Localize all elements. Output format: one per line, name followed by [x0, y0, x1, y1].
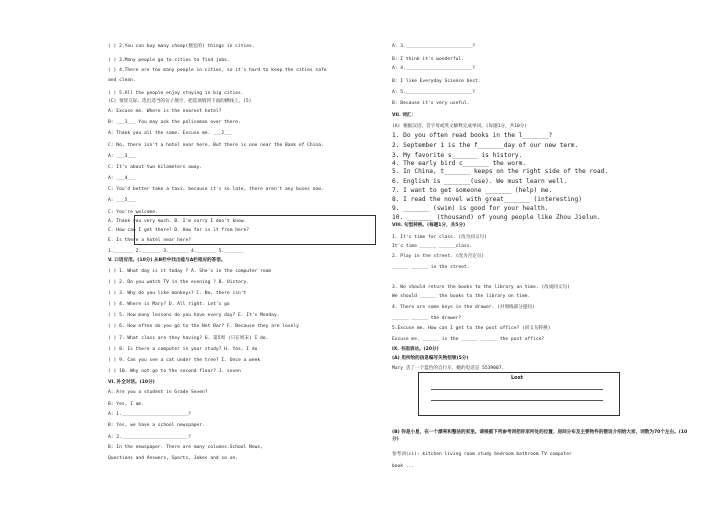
right-line: Excuse me. ______ is the ______ ______ the post office? [392, 337, 545, 342]
left-line: ( ) 7. What class are they having? G. 第5周 (只在周末) I do. [108, 336, 269, 341]
right-line: B: Because it's very useful. [392, 101, 470, 106]
left-line: ( ) 10. Why not go to the second floor? J. seven [108, 369, 241, 374]
left-line: ( ) 5. How many lessons do you have every day? E. It's Monday. [108, 313, 280, 318]
writing-line [431, 389, 603, 390]
right-line: 1. Do you often read books in the l_______? [392, 132, 553, 139]
left-line: A. Thank you very much. B. I'm sorry I don't know. [108, 219, 247, 224]
right-line: A: 4.________________________? [392, 66, 475, 71]
right-line: B: I like Everyday Science best. [392, 79, 481, 84]
left-line: and clean. [108, 78, 136, 83]
right-line: 5. In China, t_______ keeps on the right side of the road. [392, 168, 609, 175]
left-line: C: You're welcome. [108, 210, 158, 215]
right-line: ______ ______ in the street. [392, 265, 470, 270]
right-line: B: I think it's wonderful. [392, 57, 464, 62]
right-line: 4. There are some keys in the drawer. (对划线部分提问) [392, 305, 535, 310]
left-line: (C) 情景交际。选出适当的句子填空，把选项填到下面的横线上。(5) [108, 99, 252, 104]
right-line: 1. It's time for class. (改为同义句) [392, 235, 487, 240]
right-line: 5.Excuse me. How can I get to the post office? (同义句转换) [392, 326, 551, 331]
left-line: A: Excuse me. Where is the nearest hotel? [108, 109, 222, 114]
left-line: B: Yes, we have a school newspaper. [108, 423, 205, 428]
right-line: Mary 丢了一个蓝色的自行车，她的电话是 5539007. [392, 366, 505, 371]
right-line: (B) 你是小星，在一个漂亮和整洁的家里。请根据下列参考词把你家所处的位置、房间分布及主要物件的摆设介绍给大家，词数为70个左右。(10分) [392, 430, 688, 442]
lost-notice-title: Lost [511, 375, 523, 381]
right-line: 8. I read the novel with great_______ (interesting) [392, 196, 582, 203]
left-line: ( ) 4.There are too many people in cities, so it's hard to keep the cities safe [108, 68, 327, 73]
left-line: ( ) 8. Is there a computer in your study? H. Yes, I do [108, 347, 258, 352]
left-line: 1._______ 2._______ 3._______ 4._______ 5._______ [108, 249, 244, 254]
left-line: ( ) 2.You can buy many cheap(便宜的) things in cities. [108, 44, 255, 49]
left-line: ( ) 4. Where is Mary? D. All right. Let's go [108, 302, 230, 307]
right-line: 3. We should return the books to the library on time. (改成同义句) [392, 285, 570, 290]
left-line: VI. 补全对话。(10分) [108, 380, 155, 385]
left-line: ( ) 1. What day is it today ? A. She's in the computer room [108, 269, 272, 274]
right-line: VII. 词汇： [392, 113, 417, 118]
right-line: ______ ______ the drawer? [392, 316, 462, 321]
right-line: 3. My favorite s_______ is history. [392, 152, 523, 159]
right-line: A: 5.________________________? [392, 90, 475, 95]
left-line: ( ) 6. How often do you go to the Net Bar? F. Because they are lovely [108, 324, 299, 329]
right-line: 2. Play in the street. (改为否定句) [392, 254, 485, 259]
left-line: A: ___5___ [108, 198, 136, 203]
right-line: A: 3.________________________? [392, 44, 475, 49]
left-line: ( ) 3. Why do you like monkeys? C. No, there isn't [108, 291, 247, 296]
left-line: C: You'd better take a taxi, because it's so late, there aren't any buses now. [108, 187, 324, 192]
right-line: We should ______ the books to the library on time. [392, 294, 531, 299]
right-line: (A) 根据汉语、首字母或英文解释完成单词。(每题1分，共10分) [392, 124, 528, 129]
left-line: ( ) 2. Do you watch TV in the evening ? B. History. [108, 280, 250, 285]
left-line: A: Thank you all the same. Excuse me. ___2___ [108, 131, 233, 136]
left-line: Questions and Answers, Sports, Jokes and so on. [108, 456, 238, 461]
left-line: A: ___3___ [108, 154, 136, 159]
right-line: 参考词(ci): kitchen living room study bedroom bathroom TV computer [392, 452, 572, 457]
left-line: A: ___4___ [108, 176, 136, 181]
lost-notice-box [418, 372, 620, 416]
right-line: (A) 用所给的信息编写失物招领(5分) [392, 356, 469, 361]
left-line: ( ) 5.All the people enjoy staying in big cities. [108, 91, 244, 96]
left-line: V. 口语应用。(10分) 从B栏中找出能与A栏相应的答语。 [108, 258, 226, 263]
right-line: 9. _______ (swim) is good for your health. [392, 205, 549, 212]
left-line: C: It's about two kilometers away. [108, 165, 203, 170]
options-box [134, 215, 376, 245]
left-line: C: No, there isn't a hotel near here. But there is one near the Bank of China. [108, 143, 324, 148]
writing-line [431, 400, 603, 401]
left-line: B: In the newspaper. There are many columns.School News, [108, 445, 263, 450]
left-line: A: Are you a student in Grade Seven? [108, 390, 208, 395]
left-line: A: 1.________________________? [108, 412, 191, 417]
left-line: E. Is there a hotel near here? [108, 238, 191, 243]
right-line: 2. September 1 is the f_______day of our new term. [392, 142, 579, 149]
left-line: C. How can I get there? D. How far is it from here? [108, 228, 250, 233]
right-line: 10. _______ (thousand) of young people like Zhou Jielun. [392, 214, 601, 221]
left-line: B: ___1___ You may ask the policeman over there. [108, 120, 241, 125]
right-line: IX. 书面表达。(20分) [392, 347, 439, 352]
right-line: 6. English is _______(use). We must learn well. [392, 178, 568, 185]
right-line: book ... [392, 464, 415, 469]
left-line: B: Yes, I am. [108, 402, 144, 407]
right-line: 4. The early bird c_______ the worm. [392, 160, 527, 167]
left-line: A: 2.________________________? [108, 435, 191, 440]
right-line: It's time ______ ______class. [392, 244, 473, 249]
right-line: 7. I want to get someone _______ (help) me. [392, 187, 553, 194]
left-line: ( ) 3.Many people go to cities to find jobs. [108, 58, 230, 63]
left-line: ( ) 9. Can you see a cat under the tree? I. Once a week [108, 358, 261, 363]
right-line: VIII. 句型转换。(每题1分，共5分) [392, 223, 466, 228]
